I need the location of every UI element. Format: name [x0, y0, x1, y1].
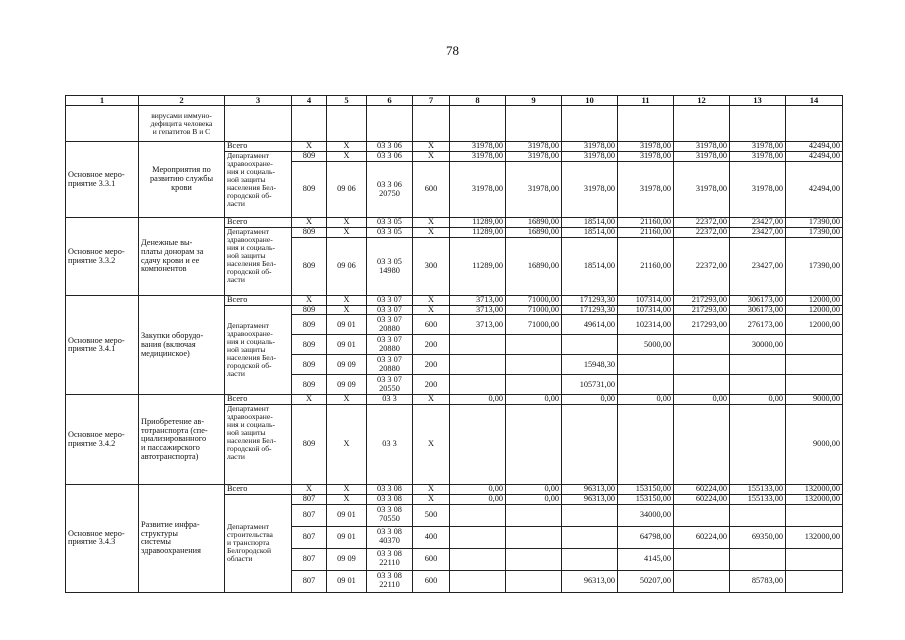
cell: Х: [292, 296, 327, 306]
header-cell: 4: [292, 96, 327, 106]
cell: Х: [327, 296, 367, 306]
total-label: Всего: [225, 485, 292, 495]
department: Департамент здравоохране- ния и социаль- ной защиты населения Бел- городской об- ласти: [225, 305, 292, 395]
cell: Х: [327, 228, 367, 238]
activity-code: Основное меро- приятие 3.4.3: [66, 485, 139, 592]
cell: 0,00: [618, 395, 674, 405]
cell: 155133,00: [730, 494, 786, 504]
cell: 03 3 07: [367, 305, 413, 315]
cell: 60224,00: [674, 485, 730, 495]
cell: 96313,00: [562, 494, 618, 504]
cell: 200: [413, 335, 450, 355]
header-cell: 12: [674, 96, 730, 106]
cell: 107314,00: [618, 305, 674, 315]
activity-name: вирусами иммуно- дефицита человека и гепатитов В и С: [139, 106, 225, 142]
cell: Х: [327, 142, 367, 152]
cell: 22372,00: [674, 228, 730, 238]
cell: 96313,00: [562, 570, 618, 592]
cell: 0,00: [674, 395, 730, 405]
cell: 9000,00: [786, 405, 843, 485]
cell: 0,00: [506, 494, 562, 504]
cell: 34000,00: [618, 504, 674, 526]
cell: 23427,00: [730, 218, 786, 228]
cell: 807: [292, 494, 327, 504]
cell: 21160,00: [618, 218, 674, 228]
cell: 600: [413, 548, 450, 570]
cell: 31978,00: [506, 162, 562, 218]
cell: 09 01: [327, 504, 367, 526]
cell: 03 3: [367, 405, 413, 485]
cell: 03 3 07 20550: [367, 375, 413, 395]
cell: 03 3 07: [367, 296, 413, 306]
cell: Х: [413, 305, 450, 315]
cell: 300: [413, 238, 450, 296]
cell: 03 3 08 22110: [367, 548, 413, 570]
cell: 132000,00: [786, 485, 843, 495]
cell: 21160,00: [618, 228, 674, 238]
page-number: 78: [446, 43, 459, 58]
cell: Х: [292, 395, 327, 405]
cell: 0,00: [450, 494, 506, 504]
cell: 69350,00: [730, 526, 786, 548]
cell: 276173,00: [730, 315, 786, 335]
cell: 03 3 05: [367, 228, 413, 238]
cell: Х: [413, 142, 450, 152]
department: Департамент здравоохране- ния и социаль- ной защиты населения Бел- городской об- ласти: [225, 228, 292, 296]
cell: 17390,00: [786, 218, 843, 228]
cell: 31978,00: [674, 162, 730, 218]
cell: 107314,00: [618, 296, 674, 306]
cell: 153150,00: [618, 485, 674, 495]
cell: 09 01: [327, 526, 367, 548]
cell: 807: [292, 570, 327, 592]
cell: Х: [413, 228, 450, 238]
cell: 809: [292, 162, 327, 218]
cell: 809: [292, 405, 327, 485]
cell: 23427,00: [730, 238, 786, 296]
cell: 400: [413, 526, 450, 548]
header-cell: 8: [450, 96, 506, 106]
cell: 809: [292, 228, 327, 238]
cell: 31978,00: [450, 142, 506, 152]
cell: 217293,00: [674, 315, 730, 335]
cell: Х: [413, 405, 450, 485]
cell: Х: [327, 494, 367, 504]
table-row: [66, 142, 843, 152]
header-cell: 10: [562, 96, 618, 106]
cell: 9000,00: [786, 395, 843, 405]
cell: 105731,00: [562, 375, 618, 395]
cell: 09 06: [327, 162, 367, 218]
cell: Х: [327, 485, 367, 495]
cell: 16890,00: [506, 238, 562, 296]
cell: 807: [292, 504, 327, 526]
cell: 217293,00: [674, 305, 730, 315]
cell: 0,00: [450, 485, 506, 495]
header-cell: 5: [327, 96, 367, 106]
header-cell: 11: [618, 96, 674, 106]
activity-code: Основное меро- приятие 3.3.1: [66, 142, 139, 218]
header-cell: 1: [66, 96, 139, 106]
header-cell: 6: [367, 96, 413, 106]
header-cell: 13: [730, 96, 786, 106]
cell: 0,00: [506, 485, 562, 495]
total-label: Всего: [225, 395, 292, 405]
cell: 600: [413, 162, 450, 218]
cell: 03 3 08: [367, 485, 413, 495]
cell: 18514,00: [562, 228, 618, 238]
cell: Х: [413, 296, 450, 306]
cell: 12000,00: [786, 305, 843, 315]
cell: 807: [292, 548, 327, 570]
cell: 3713,00: [450, 296, 506, 306]
cell: 50207,00: [618, 570, 674, 592]
table-row: [66, 106, 843, 142]
cell: 09 09: [327, 548, 367, 570]
table-row: [66, 296, 843, 306]
cell: 0,00: [506, 395, 562, 405]
cell: 11289,00: [450, 228, 506, 238]
cell: Х: [413, 395, 450, 405]
header-row: [66, 96, 843, 106]
cell: Х: [292, 485, 327, 495]
cell: Х: [327, 305, 367, 315]
cell: 96313,00: [562, 485, 618, 495]
cell: 200: [413, 355, 450, 375]
cell: 31978,00: [618, 152, 674, 162]
table-row: [66, 395, 843, 405]
cell: 17390,00: [786, 228, 843, 238]
cell: 18514,00: [562, 238, 618, 296]
cell: 71000,00: [506, 315, 562, 335]
cell: 23427,00: [730, 228, 786, 238]
header-cell: 14: [786, 96, 843, 106]
cell: 09 09: [327, 355, 367, 375]
cell: 153150,00: [618, 494, 674, 504]
cell: 09 01: [327, 570, 367, 592]
cell: 03 3 07 20880: [367, 355, 413, 375]
cell: 21160,00: [618, 238, 674, 296]
cell: 42494,00: [786, 162, 843, 218]
cell: 12000,00: [786, 315, 843, 335]
cell: 31978,00: [618, 142, 674, 152]
header-cell: 3: [225, 96, 292, 106]
cell: Х: [292, 142, 327, 152]
cell: 85783,00: [730, 570, 786, 592]
cell: Х: [413, 494, 450, 504]
cell: 217293,00: [674, 296, 730, 306]
activity-code: Основное меро- приятие 3.4.1: [66, 296, 139, 395]
cell: 0,00: [450, 395, 506, 405]
cell: 132000,00: [786, 494, 843, 504]
cell: 09 06: [327, 238, 367, 296]
cell: Х: [327, 405, 367, 485]
cell: 30000,00: [730, 335, 786, 355]
budget-table: [65, 95, 843, 593]
cell: 31978,00: [730, 162, 786, 218]
cell: 03 3 06: [367, 152, 413, 162]
department: Департамент строительства и транспорта Белгородской области: [225, 494, 292, 592]
cell: 22372,00: [674, 238, 730, 296]
cell: 171293,30: [562, 296, 618, 306]
cell: Х: [327, 395, 367, 405]
cell: 03 3 05 14980: [367, 238, 413, 296]
activity-name: Закупки оборудо- вания (включая медицинское): [139, 296, 225, 395]
cell: Х: [413, 218, 450, 228]
cell: 31978,00: [562, 162, 618, 218]
cell: 09 09: [327, 375, 367, 395]
department: Департамент здравоохране- ния и социаль- ной защиты населения Бел- городской об- ласти: [225, 405, 292, 485]
cell: 31978,00: [450, 162, 506, 218]
cell: 12000,00: [786, 296, 843, 306]
table-row: [66, 218, 843, 228]
cell: 03 3: [367, 395, 413, 405]
cell: 500: [413, 504, 450, 526]
cell: Х: [413, 152, 450, 162]
cell: 49614,00: [562, 315, 618, 335]
cell: 3713,00: [450, 315, 506, 335]
cell: 809: [292, 152, 327, 162]
cell: 306173,00: [730, 296, 786, 306]
cell: 600: [413, 315, 450, 335]
cell: 42494,00: [786, 142, 843, 152]
cell: 03 3 08: [367, 494, 413, 504]
cell: 306173,00: [730, 305, 786, 315]
cell: 809: [292, 355, 327, 375]
cell: 64798,00: [618, 526, 674, 548]
cell: 09 01: [327, 315, 367, 335]
cell: 31978,00: [562, 152, 618, 162]
total-label: Всего: [225, 296, 292, 306]
activity-name: Развитие инфра- структуры системы здравоохранения: [139, 485, 225, 592]
cell: 31978,00: [506, 142, 562, 152]
cell: 03 3 07 20880: [367, 315, 413, 335]
cell: 809: [292, 315, 327, 335]
cell: 31978,00: [506, 152, 562, 162]
header-cell: 7: [413, 96, 450, 106]
cell: 0,00: [730, 395, 786, 405]
department: Департамент здравоохране- ния и социаль- ной защиты населения Бел- городской об- ласти: [225, 152, 292, 218]
cell: 31978,00: [618, 162, 674, 218]
cell: 809: [292, 375, 327, 395]
activity-code: Основное меро- приятие 3.4.2: [66, 395, 139, 485]
cell: 03 3 05: [367, 218, 413, 228]
header-cell: 9: [506, 96, 562, 106]
cell: 17390,00: [786, 238, 843, 296]
cell: 4145,00: [618, 548, 674, 570]
cell: 600: [413, 570, 450, 592]
cell: 16890,00: [506, 228, 562, 238]
cell: 03 3 08 22110: [367, 570, 413, 592]
cell: 171293,30: [562, 305, 618, 315]
cell: 31978,00: [450, 152, 506, 162]
cell: 03 3 06: [367, 142, 413, 152]
cell: 5000,00: [618, 335, 674, 355]
cell: 11289,00: [450, 218, 506, 228]
cell: 03 3 08 70550: [367, 504, 413, 526]
table-row: [66, 485, 843, 495]
cell: 15948,30: [562, 355, 618, 375]
cell: 71000,00: [506, 296, 562, 306]
cell: 3713,00: [450, 305, 506, 315]
cell: 809: [292, 305, 327, 315]
activity-name: Приобретение ав- тотранспорта (спе- циализированного и пассажирского автотранспорта): [139, 395, 225, 485]
cell: 31978,00: [674, 142, 730, 152]
cell: Х: [292, 218, 327, 228]
activity-code: Основное меро- приятие 3.3.2: [66, 218, 139, 296]
activity-name: Мероприятия по развитию службы крови: [139, 142, 225, 218]
cell: 71000,00: [506, 305, 562, 315]
cell: 16890,00: [506, 218, 562, 228]
cell: 31978,00: [674, 152, 730, 162]
cell: 31978,00: [562, 142, 618, 152]
cell: 809: [292, 335, 327, 355]
cell: 03 3 07 20880: [367, 335, 413, 355]
cell: 11289,00: [450, 238, 506, 296]
total-label: Всего: [225, 142, 292, 152]
activity-name: Денежные вы- платы донорам за сдачу крови и ее компонентов: [139, 218, 225, 296]
cell: 03 3 06 20750: [367, 162, 413, 218]
cell: 0,00: [562, 395, 618, 405]
cell: 42494,00: [786, 152, 843, 162]
cell: 03 3 08 40370: [367, 526, 413, 548]
cell: 60224,00: [674, 526, 730, 548]
cell: 200: [413, 375, 450, 395]
cell: 60224,00: [674, 494, 730, 504]
cell: 18514,00: [562, 218, 618, 228]
cell: 22372,00: [674, 218, 730, 228]
cell: 31978,00: [730, 152, 786, 162]
cell: Х: [327, 152, 367, 162]
cell: 09 01: [327, 335, 367, 355]
cell: 155133,00: [730, 485, 786, 495]
total-label: Всего: [225, 218, 292, 228]
cell: Х: [413, 485, 450, 495]
cell: 132000,00: [786, 526, 843, 548]
cell: 31978,00: [730, 142, 786, 152]
header-cell: 2: [139, 96, 225, 106]
cell: 807: [292, 526, 327, 548]
cell: 102314,00: [618, 315, 674, 335]
cell: Х: [327, 218, 367, 228]
cell: 809: [292, 238, 327, 296]
